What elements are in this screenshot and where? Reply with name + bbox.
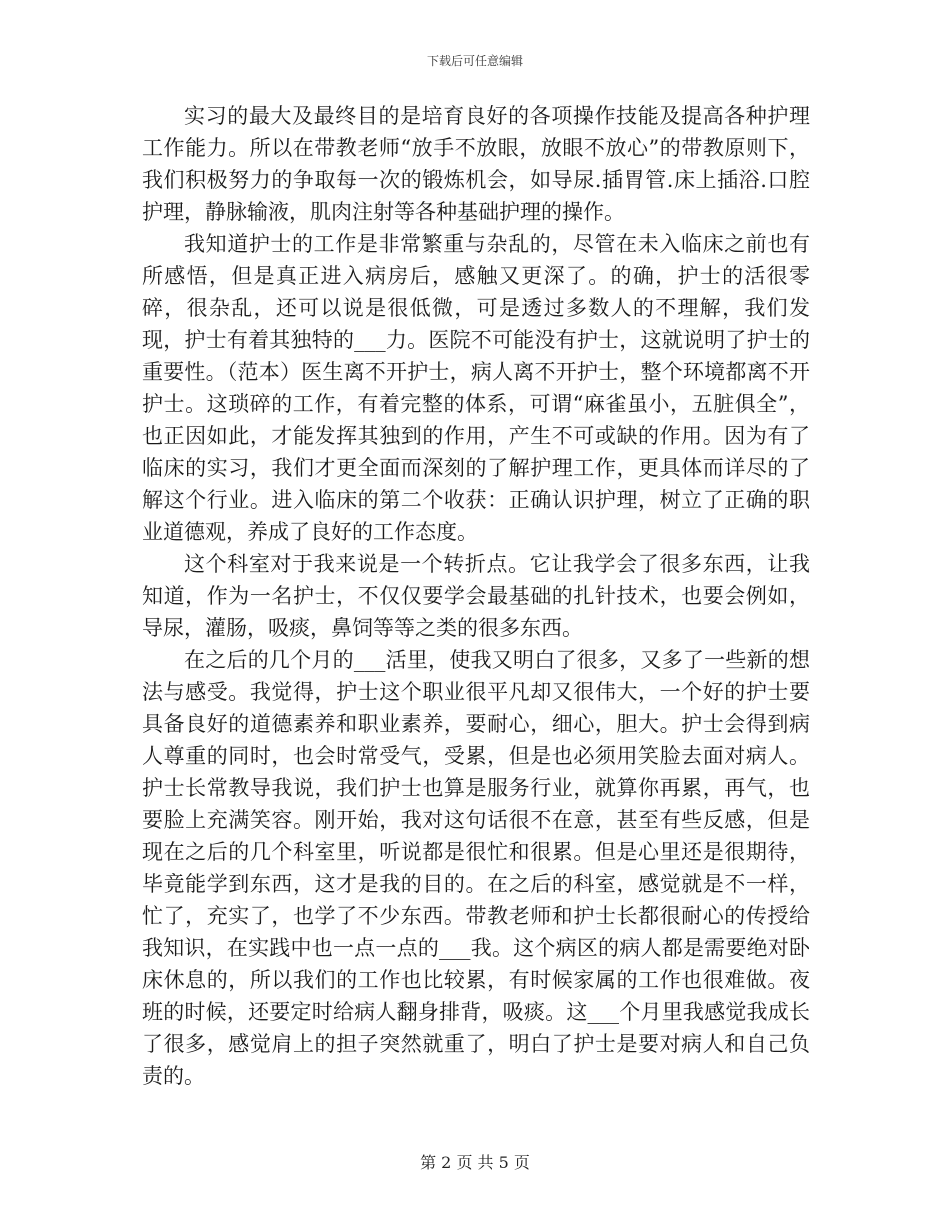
paragraph: 我知道护士的工作是非常繁重与杂乱的，尽管在未入临床之前也有所感悟，但是真正进入病房后，感触又更深了。的确，护士的活很零碎，很杂乱，还可以说是很低微，可是透过多数人的不理解，我们发现，护士有着其独特的___力。医院不可能没有护士，这就说明了护士的重要性。（范本）医生离不开护士，病人离不开护士，整个环境都离不开护士。这琐碎的工作，有着完整的体系，可谓“麻雀虽小，五脏俱全”，也正因如此，才能发挥其独到的作用，产生不可或缺的作用。因为有了临床的实习，我们才更全面而深刻的了解护理工作，更具体而详尽的了解这个行业。进入临床的第二个收获：正确认识护理，树立了正确的职业道德观，养成了良好的工作态度。 bbox=[142, 232, 810, 544]
page-header: 下载后可任意编辑 bbox=[426, 54, 523, 68]
paragraph: 这个科室对于我来说是一个转折点。它让我学会了很多东西，让我知道，作为一名护士，不仅仅要学会最基础的扎针技术，也要会例如，导尿，灌肠，吸痰，鼻饲等等之类的很多东西。 bbox=[142, 552, 810, 640]
paragraph: 实习的最大及最终目的是培育良好的各项操作技能及提高各种护理工作能力。所以在带教老师“放手不放眼，放眼不放心”的带教原则下，我们积极努力的争取每一次的锻炼机会，如导尿.插胃管.床上插浴.口腔护理，静脉输液，肌肉注射等各种基础护理的操作。 bbox=[142, 104, 810, 224]
document-body bbox=[142, 100, 810, 1092]
paragraph: 在之后的几个月的___活里，使我又明白了很多，又多了一些新的想法与感受。我觉得，护士这个职业很平凡却又很伟大，一个好的护士要具备良好的道德素养和职业素养，要耐心，细心，胆大。护士会得到病人尊重的同时，也会时常受气，受累，但是也必须用笑脸去面对病人。护士长常教导我说，我们护士也算是服务行业，就算你再累，再气，也要脸上充满笑容。刚开始，我对这句话很不在意，甚至有些反感，但是现在之后的几个科室里，听说都是很忙和很累。但是心里还是很期待，毕竟能学到东西，这才是我的目的。在之后的科室，感觉就是不一样，忙了，充实了，也学了不少东西。带教老师和护士长都很耐心的传授给我知识，在实践中也一点一点的___我。这个病区的病人都是需要绝对卧床休息的，所以我们的工作也比较累，有时候家属的工作也很难做。夜班的时候，还要定时给病人翻身排背，吸痰。这___个月里我感觉我成长了很多，感觉肩上的担子突然就重了，明白了护士是要对病人和自己负责的。 bbox=[142, 648, 810, 1088]
page-number: 第 2 页 共 5 页 bbox=[420, 1153, 530, 1172]
